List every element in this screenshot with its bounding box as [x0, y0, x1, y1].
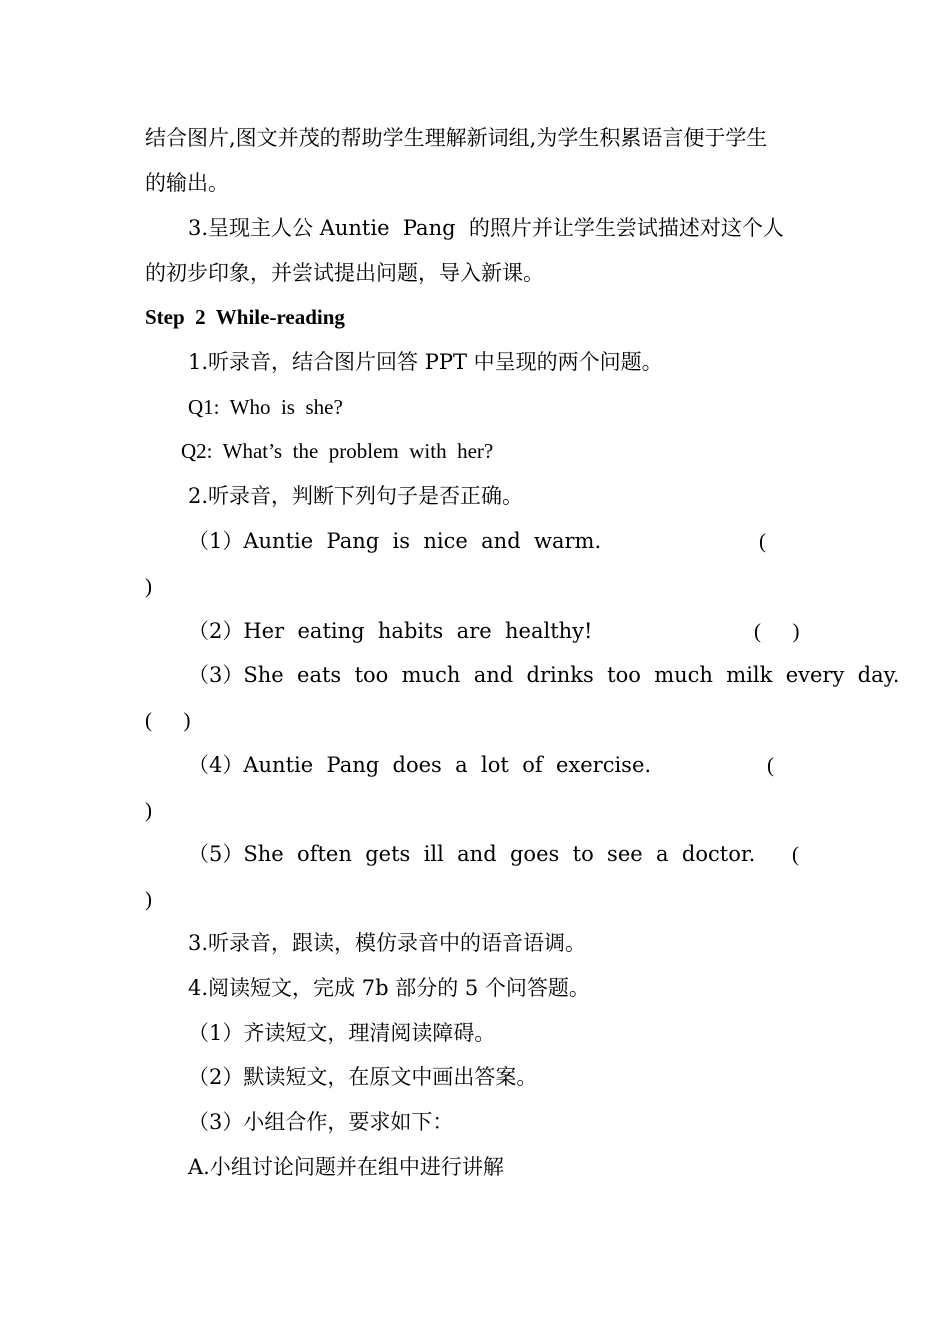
list-item: 1.听录音，结合图片回答 PPT 中呈现的两个问题。 — [188, 350, 663, 374]
question-q2: Q2: What’s the problem with her? — [181, 439, 494, 463]
paragraph-line: 的初步印象，并尝试提出问题，导入新课。 — [145, 261, 544, 285]
question-q1: Q1: Who is she? — [188, 395, 343, 419]
statement-5: （5）She often gets ill and goes to see a doctor. — [188, 842, 756, 866]
answer-bracket-open: ( — [792, 842, 799, 866]
sub-item: A.小组讨论问题并在组中进行讲解 — [188, 1155, 504, 1179]
answer-bracket-close: ) — [145, 798, 152, 822]
paragraph-line: 的输出。 — [145, 171, 229, 195]
step2-heading: Step 2 While-reading — [145, 305, 345, 329]
sub-item: （1）齐读短文，理清阅读障碍。 — [188, 1021, 496, 1045]
paragraph-line: 结合图片,图文并茂的帮助学生理解新词组,为学生积累语言便于学生 — [145, 126, 768, 150]
statement-3: （3）She eats too much and drinks too much milk every day. — [188, 663, 900, 687]
statement-2: （2）Her eating habits are healthy! — [188, 619, 593, 643]
answer-bracket: ( ) — [145, 708, 191, 732]
list-item: 4.阅读短文，完成 7b 部分的 5 个问答题。 — [188, 976, 590, 1000]
answer-bracket-close: ) — [145, 574, 152, 598]
paragraph-line: 3.呈现主人公 Auntie Pang 的照片并让学生尝试描述对这个人 — [188, 216, 784, 240]
answer-bracket-open: ( — [759, 529, 766, 553]
statement-4: （4）Auntie Pang does a lot of exercise. — [188, 753, 652, 777]
answer-bracket: ( ) — [754, 619, 800, 643]
answer-bracket-open: ( — [767, 753, 774, 777]
statement-1: （1）Auntie Pang is nice and warm. — [188, 529, 602, 553]
list-item: 2.听录音，判断下列句子是否正确。 — [188, 484, 524, 508]
answer-bracket-close: ) — [145, 887, 152, 911]
list-item: 3.听录音，跟读，模仿录音中的语音语调。 — [188, 931, 587, 955]
sub-item: （2）默读短文，在原文中画出答案。 — [188, 1065, 538, 1089]
sub-item: （3）小组合作，要求如下： — [188, 1110, 454, 1134]
